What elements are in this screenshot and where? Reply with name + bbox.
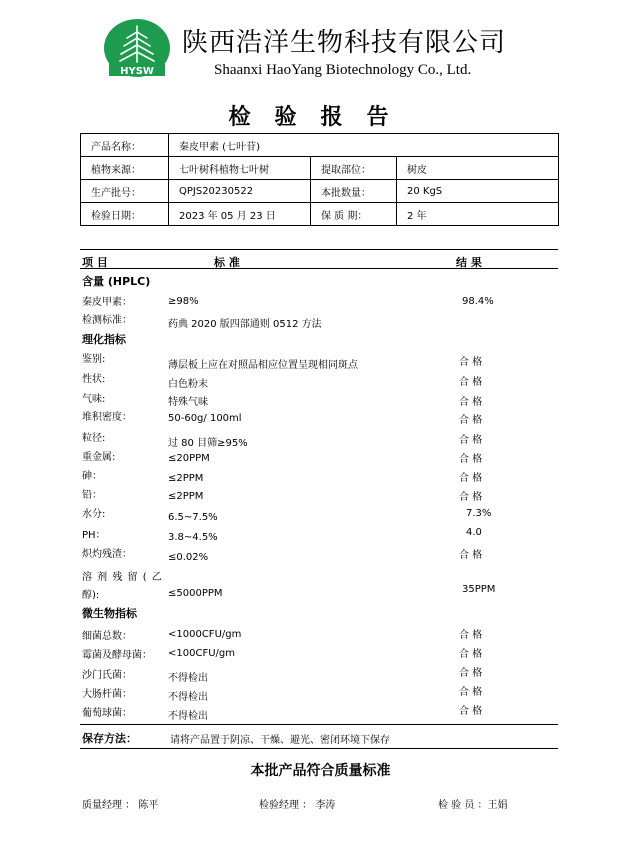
row-label: 秦皮甲素： <box>82 297 132 308</box>
conclusion: 本批产品符合质量标准 <box>250 763 391 779</box>
row-label: 沙门氏菌： <box>82 670 132 681</box>
row-label: 炽灼残渣： <box>82 549 132 560</box>
info-label: 检验日期： <box>81 203 169 226</box>
row-standard: 白色粉末 <box>168 379 208 390</box>
row-standard: 特殊气味 <box>168 397 208 408</box>
info-value: QPJS20230522 <box>169 180 311 203</box>
info-value: 七叶树科植物七叶树 <box>169 157 311 180</box>
row-label: 粒径: <box>82 433 106 444</box>
row-label: 鉴别: <box>82 354 106 365</box>
row-label: 醇): <box>82 590 100 601</box>
divider <box>80 249 558 250</box>
row-standard: <100CFU/gm <box>168 648 235 659</box>
row-label: 砷： <box>82 471 102 482</box>
info-label: 保 质 期： <box>311 203 397 226</box>
row-result: 合 格 <box>459 649 483 660</box>
info-row <box>81 180 559 203</box>
info-row <box>81 134 559 157</box>
row-label: 溶 剂 残 留 ( 乙 <box>82 572 163 583</box>
row-standard: ≤2PPM <box>168 491 204 502</box>
row-result: 35PPM <box>462 584 496 595</box>
letterhead <box>0 0 641 96</box>
row-result: 合 格 <box>459 357 483 368</box>
storage-label: 保存方法： <box>82 732 137 745</box>
row-result: 4.0 <box>466 527 482 538</box>
row-label: 堆积密度： <box>82 412 132 423</box>
logo-text: HYSW <box>120 66 154 77</box>
row-label: 大肠杆菌： <box>82 689 132 700</box>
column-header-item: 项 目 <box>82 256 108 269</box>
info-value: 树皮 <box>397 157 559 180</box>
row-standard: ≤5000PPM <box>168 588 223 599</box>
company-logo <box>103 18 171 80</box>
row-standard: 3.8~4.5% <box>168 532 218 543</box>
row-standard: ≤0.02% <box>168 552 209 563</box>
report-title: 检验报告 <box>228 104 413 130</box>
row-result: 合 格 <box>459 492 483 503</box>
row-standard: <1000CFU/gm <box>168 629 242 640</box>
row-label: 铅： <box>82 490 102 501</box>
info-value: 秦皮甲素 (七叶苷) <box>169 134 559 157</box>
info-label: 本批数量： <box>311 180 397 203</box>
info-label: 植物来源： <box>81 157 169 180</box>
inspection-manager-signature: 检验经理 ： 李涛 <box>259 800 336 811</box>
row-standard: 不得检出 <box>168 692 208 703</box>
row-standard: 药典 2020 版四部通则 0512 方法 <box>168 319 322 330</box>
row-label: 性状: <box>82 374 106 385</box>
row-result: 98.4% <box>462 296 494 307</box>
row-standard: 过 80 目筛≥95% <box>168 438 248 449</box>
divider <box>80 724 558 725</box>
row-standard: ≤2PPM <box>168 473 204 484</box>
row-label: PH： <box>82 530 106 541</box>
quality-manager-signature: 质量经理 ： 陈平 <box>82 800 159 811</box>
info-label: 生产批号： <box>81 180 169 203</box>
info-value: 2 年 <box>397 203 559 226</box>
storage-text: 请将产品置于阴凉、干燥、避光、密闭环境下保存 <box>170 735 390 746</box>
row-label: 葡萄球菌： <box>82 708 132 719</box>
company-name-cn: 陕西浩洋生物科技有限公司 <box>182 28 507 58</box>
row-result: 合 格 <box>459 630 483 641</box>
row-result: 合 格 <box>459 435 483 446</box>
row-label: 霉菌及酵母菌： <box>82 650 152 661</box>
row-result: 合 格 <box>459 473 483 484</box>
row-result: 合 格 <box>459 550 483 561</box>
info-row <box>81 157 559 180</box>
company-name-en: Shaanxi HaoYang Biotechnology Co., Ltd. <box>214 62 472 78</box>
row-label: 水分: <box>82 509 106 520</box>
column-header-standard: 标 准 <box>214 256 240 269</box>
row-result: 7.3% <box>466 508 492 519</box>
section-content: 含量 (HPLC) <box>82 275 151 288</box>
row-result: 合 格 <box>459 706 483 717</box>
row-standard: ≥98% <box>168 296 199 307</box>
row-label: 检测标准： <box>82 315 132 326</box>
row-standard: 薄层板上应在对照品相应位置呈现相同斑点 <box>168 360 358 371</box>
row-standard: 50-60g/ 100ml <box>168 413 242 424</box>
row-result: 合 格 <box>459 415 483 426</box>
info-value: 20 KgS <box>397 180 559 203</box>
row-result: 合 格 <box>459 397 483 408</box>
divider <box>80 748 558 749</box>
product-info-table <box>80 133 559 226</box>
column-header-result: 结 果 <box>456 256 482 269</box>
row-standard: ≤20PPM <box>168 453 210 464</box>
row-result: 合 格 <box>459 687 483 698</box>
section-micro: 微生物指标 <box>82 607 137 620</box>
row-label: 细菌总数： <box>82 631 132 642</box>
info-label: 产品名称： <box>81 134 169 157</box>
row-standard: 6.5~7.5% <box>168 512 218 523</box>
row-standard: 不得检出 <box>168 673 208 684</box>
info-label: 提取部位： <box>311 157 397 180</box>
info-value: 2023 年 05 月 23 日 <box>169 203 311 226</box>
info-row <box>81 203 559 226</box>
row-standard: 不得检出 <box>168 711 208 722</box>
row-label: 重金属: <box>82 452 116 463</box>
row-result: 合 格 <box>459 454 483 465</box>
row-result: 合 格 <box>459 668 483 679</box>
divider <box>80 268 558 269</box>
row-result: 合 格 <box>459 377 483 388</box>
section-physchem: 理化指标 <box>82 333 126 346</box>
inspector-signature: 检 验 员 ：王娟 <box>438 800 508 811</box>
row-label: 气味: <box>82 394 106 405</box>
